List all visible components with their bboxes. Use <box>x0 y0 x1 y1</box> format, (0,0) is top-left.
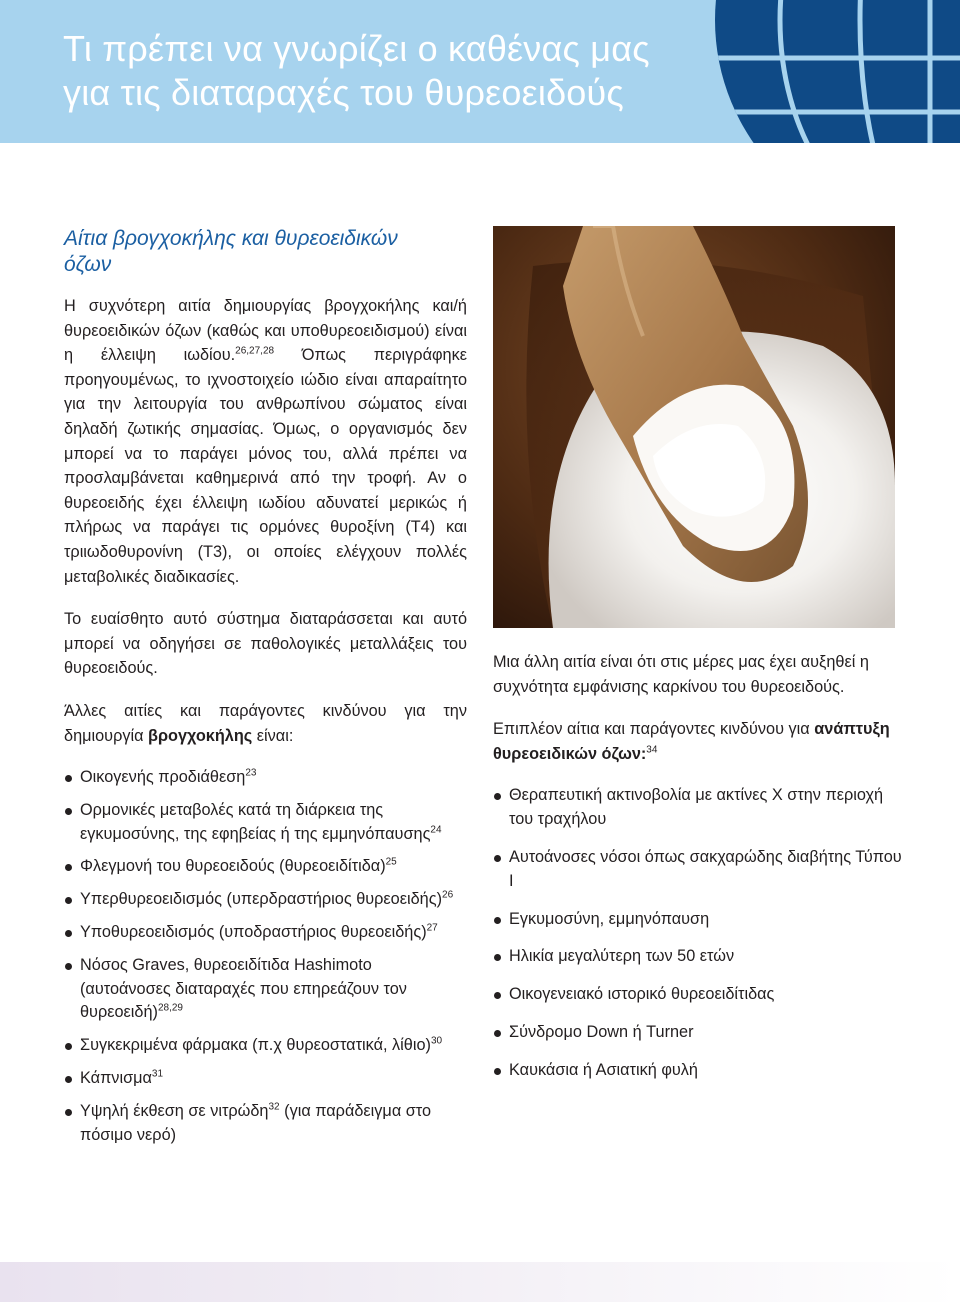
bullet-icon <box>65 1043 72 1050</box>
list-item: Φλεγμονή του θυρεοειδούς $(\theta\upsilon\rho\varepsilon o\varepsilon\iota\delta ί\tau\iota\delta\alpha)^{25}$ <box>64 855 467 879</box>
bullet-icon <box>494 954 501 961</box>
list-item: Καυκάσια ή Ασιατική φυλή <box>493 1059 903 1083</box>
page-title-line-1: Τι πρέπει να γνωρίζει ο καθένας μας <box>63 28 650 69</box>
bullet-icon <box>494 917 501 924</box>
list-item: Αυτοάνοσες νόσοι όπως σακχαρώδης διαβήτης Τύπου Ι <box>493 846 903 894</box>
bullet-icon <box>494 992 501 999</box>
bullet-icon <box>494 793 501 800</box>
list-item: Νόσος Graves, θυρεοειδίτιδα Hashimoto (αυτοάνοσες διαταραχές που επηρεάζουν τον θυρεοειδή)$^{28,29}$ <box>64 954 467 1025</box>
paragraph-nodule-causes: Επιπλέον αίτια και παράγοντες κινδύνου για ανάπτυξη θυρεοειδικών όζων:$^{34}$ <box>493 720 890 763</box>
list-item: Κάπνισμα$^{31}$ <box>64 1067 467 1091</box>
list-item: Υπερθυρεοειδισμός (υπερδραστήριος θυρεοειδής)$^{26}$ <box>64 888 467 912</box>
salt-scoop-illustration <box>493 226 895 628</box>
page-title-line-2: για τις διαταραχές του θυρεοειδούς <box>63 72 624 113</box>
page-title <box>63 27 650 115</box>
bullet-icon <box>65 963 72 970</box>
bullet-icon <box>494 1068 501 1075</box>
list-item: Ορμονικές μεταβολές κατά τη διάρκεια της εγκυμοσύνης, της εφηβείας ή της εμμηνόπαυσης$^{24}$ <box>64 799 467 847</box>
list-item: Υψηλή έκθεση σε νιτρώδη$^{32}$ (για παράδειγμα στο πόσιμο νερό) <box>64 1100 467 1148</box>
bullet-icon <box>65 864 72 871</box>
header-band <box>0 0 960 143</box>
paragraph-thyroid-cancer: Μια άλλη αιτία είναι ότι στις μέρες μας έχει αυξηθεί η συχνότητα εμφάνισης καρκίνου του θυρεοειδούς. <box>493 653 869 696</box>
list-item: Εγκυμοσύνη, εμμηνόπαυση <box>493 908 903 932</box>
bullet-icon <box>494 1030 501 1037</box>
bullet-icon <box>65 775 72 782</box>
list-item: Οικογενειακό ιστορικό θυρεοειδίτιδας <box>493 983 903 1007</box>
right-column <box>493 650 903 1097</box>
citation: 26,27,28 <box>235 345 275 357</box>
list-item: Οικογενής προδιάθεση$^{23}$ <box>64 766 467 790</box>
list-item: Σύνδρομο Down ή Turner <box>493 1021 903 1045</box>
left-column <box>64 226 467 1156</box>
salt-scoop-photo <box>493 226 895 628</box>
globe-icon <box>690 0 960 143</box>
bullet-icon <box>494 855 501 862</box>
intro-paragraph: Η συχνότερη αιτία δημιουργίας βρογχοκήλης και/ή θυρεοειδικών όζων (καθώς και υποθυρεοειδισμού) είναι η έλλειψη ιωδίου.$^{26,27,28}$ Όπως περιγράφηκε προηγουμένως, το ιχνοστοιχείο ιώδιο είναι απαραίτητο για την λειτουργία του ανθρωπίνου σώματος είναι δηλαδή ζωτικής σημασίας. Όμως, ο οργανισμός δεν μπορεί να το παράγει μόνος του, αλλά πρέπει να προσλαμβάνεται καθημερινά από την τροφή. Αν ο θυρεοειδής έχει έλλειψη ιωδίου αδυνατεί μερικώς ή πλήρως να παράγει τις ορμόνες θυροξίνη (Τ4) και τριιωδοθυρονίνη (Τ3), οι οποίες ελέγχουν πολλές μεταβολικές διαδικασίες. <box>64 297 467 586</box>
bullet-icon <box>65 808 72 815</box>
list-item: Συγκεκριμένα φάρμακα (π.χ θυρεοστατικά, λίθιο)$^{30}$ <box>64 1034 467 1058</box>
paragraph-other-causes: Άλλες αιτίες και παράγοντες κινδύνου για την δημιουργία βρογχοκήλης είναι: <box>64 701 467 745</box>
footer-band <box>0 1262 960 1302</box>
bullet-icon <box>65 1109 72 1116</box>
paragraph-sensitive-system: Το ευαίσθητο αυτό σύστημα διαταράσσεται και αυτό μπορεί να οδηγήσει σε παθολογικές μεταλλάξεις του θυρεοειδούς. <box>64 610 467 678</box>
list-item: Υποθυρεοειδισμός (υποδραστήριος θυρεοειδής)$^{27}$ <box>64 921 467 945</box>
list-item: Θεραπευτική ακτινοβολία με ακτίνες Χ στην περιοχή του τραχήλου <box>493 784 903 832</box>
bullet-icon <box>65 1076 72 1083</box>
nodule-causes-list <box>493 784 903 1082</box>
bullet-icon <box>65 897 72 904</box>
list-item: Ηλικία μεγαλύτερη των 50 ετών <box>493 945 903 969</box>
goiter-causes-list <box>64 766 467 1147</box>
bullet-icon <box>65 930 72 937</box>
section-heading: Αίτια βρογχοκήλης και θυρεοειδικών όζων <box>64 227 398 276</box>
citation: 34 <box>646 744 658 756</box>
